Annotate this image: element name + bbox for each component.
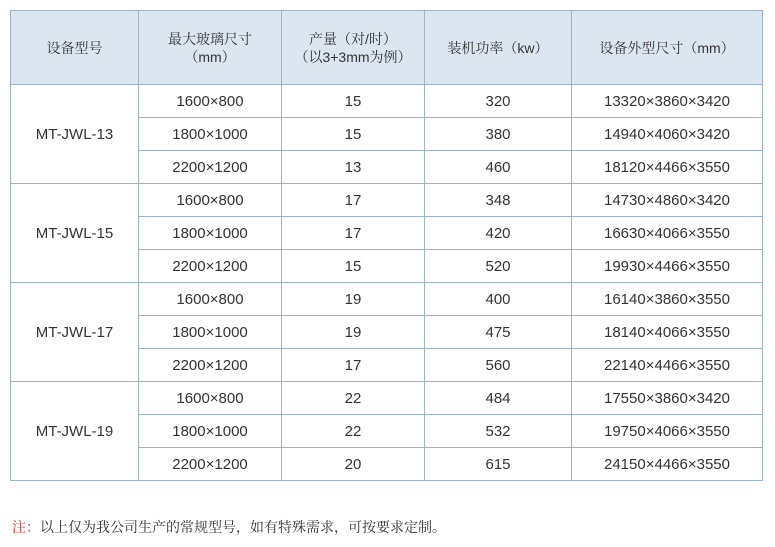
footnote-text: 以上仅为我公司生产的常规型号，如有特殊需求，可按要求定制。 [40,519,446,535]
header-model: 设备型号 [11,11,139,85]
power-cell: 460 [425,151,572,184]
dimensions-cell: 24150×4466×3550 [572,448,763,481]
power-cell: 320 [425,85,572,118]
table-row [11,283,763,316]
glass-size-cell: 2200×1200 [139,250,282,283]
footnote-label: 注： [12,519,40,535]
header-dimensions: 设备外型尺寸（mm） [572,11,763,85]
power-cell: 520 [425,250,572,283]
glass-size-cell: 1600×800 [139,382,282,415]
output-cell: 15 [282,118,425,151]
output-cell: 22 [282,415,425,448]
output-cell: 19 [282,316,425,349]
model-cell: MT-JWL-19 [11,382,139,481]
power-cell: 532 [425,415,572,448]
glass-size-cell: 1800×1000 [139,415,282,448]
glass-size-cell: 2200×1200 [139,448,282,481]
glass-size-cell: 2200×1200 [139,349,282,382]
power-cell: 560 [425,349,572,382]
model-cell: MT-JWL-15 [11,184,139,283]
dimensions-cell: 17550×3860×3420 [572,382,763,415]
power-cell: 400 [425,283,572,316]
glass-size-cell: 1800×1000 [139,118,282,151]
dimensions-cell: 18140×4066×3550 [572,316,763,349]
power-cell: 348 [425,184,572,217]
header-power: 装机功率（kw） [425,11,572,85]
dimensions-cell: 19930×4466×3550 [572,250,763,283]
glass-size-cell: 1600×800 [139,283,282,316]
model-cell: MT-JWL-17 [11,283,139,382]
power-cell: 615 [425,448,572,481]
header-output: 产量（对/时） （以3+3mm为例） [282,11,425,85]
dimensions-cell: 13320×3860×3420 [572,85,763,118]
output-cell: 22 [282,382,425,415]
model-cell: MT-JWL-13 [11,85,139,184]
output-cell: 15 [282,250,425,283]
output-cell: 15 [282,85,425,118]
table-row [11,184,763,217]
glass-size-cell: 1800×1000 [139,316,282,349]
output-cell: 17 [282,217,425,250]
table-row [11,85,763,118]
output-cell: 17 [282,184,425,217]
footnote [12,517,446,537]
dimensions-cell: 14940×4060×3420 [572,118,763,151]
power-cell: 380 [425,118,572,151]
dimensions-cell: 22140×4466×3550 [572,349,763,382]
dimensions-cell: 16630×4066×3550 [572,217,763,250]
glass-size-cell: 2200×1200 [139,151,282,184]
glass-size-cell: 1800×1000 [139,217,282,250]
dimensions-cell: 14730×4860×3420 [572,184,763,217]
glass-size-cell: 1600×800 [139,184,282,217]
spec-table [10,10,763,481]
dimensions-cell: 19750×4066×3550 [572,415,763,448]
power-cell: 475 [425,316,572,349]
header-max-glass-size: 最大玻璃尺寸 （mm） [139,11,282,85]
power-cell: 484 [425,382,572,415]
glass-size-cell: 1600×800 [139,85,282,118]
output-cell: 13 [282,151,425,184]
dimensions-cell: 18120×4466×3550 [572,151,763,184]
power-cell: 420 [425,217,572,250]
output-cell: 20 [282,448,425,481]
output-cell: 19 [282,283,425,316]
table-row [11,382,763,415]
table-header-row [11,11,763,85]
output-cell: 17 [282,349,425,382]
dimensions-cell: 16140×3860×3550 [572,283,763,316]
